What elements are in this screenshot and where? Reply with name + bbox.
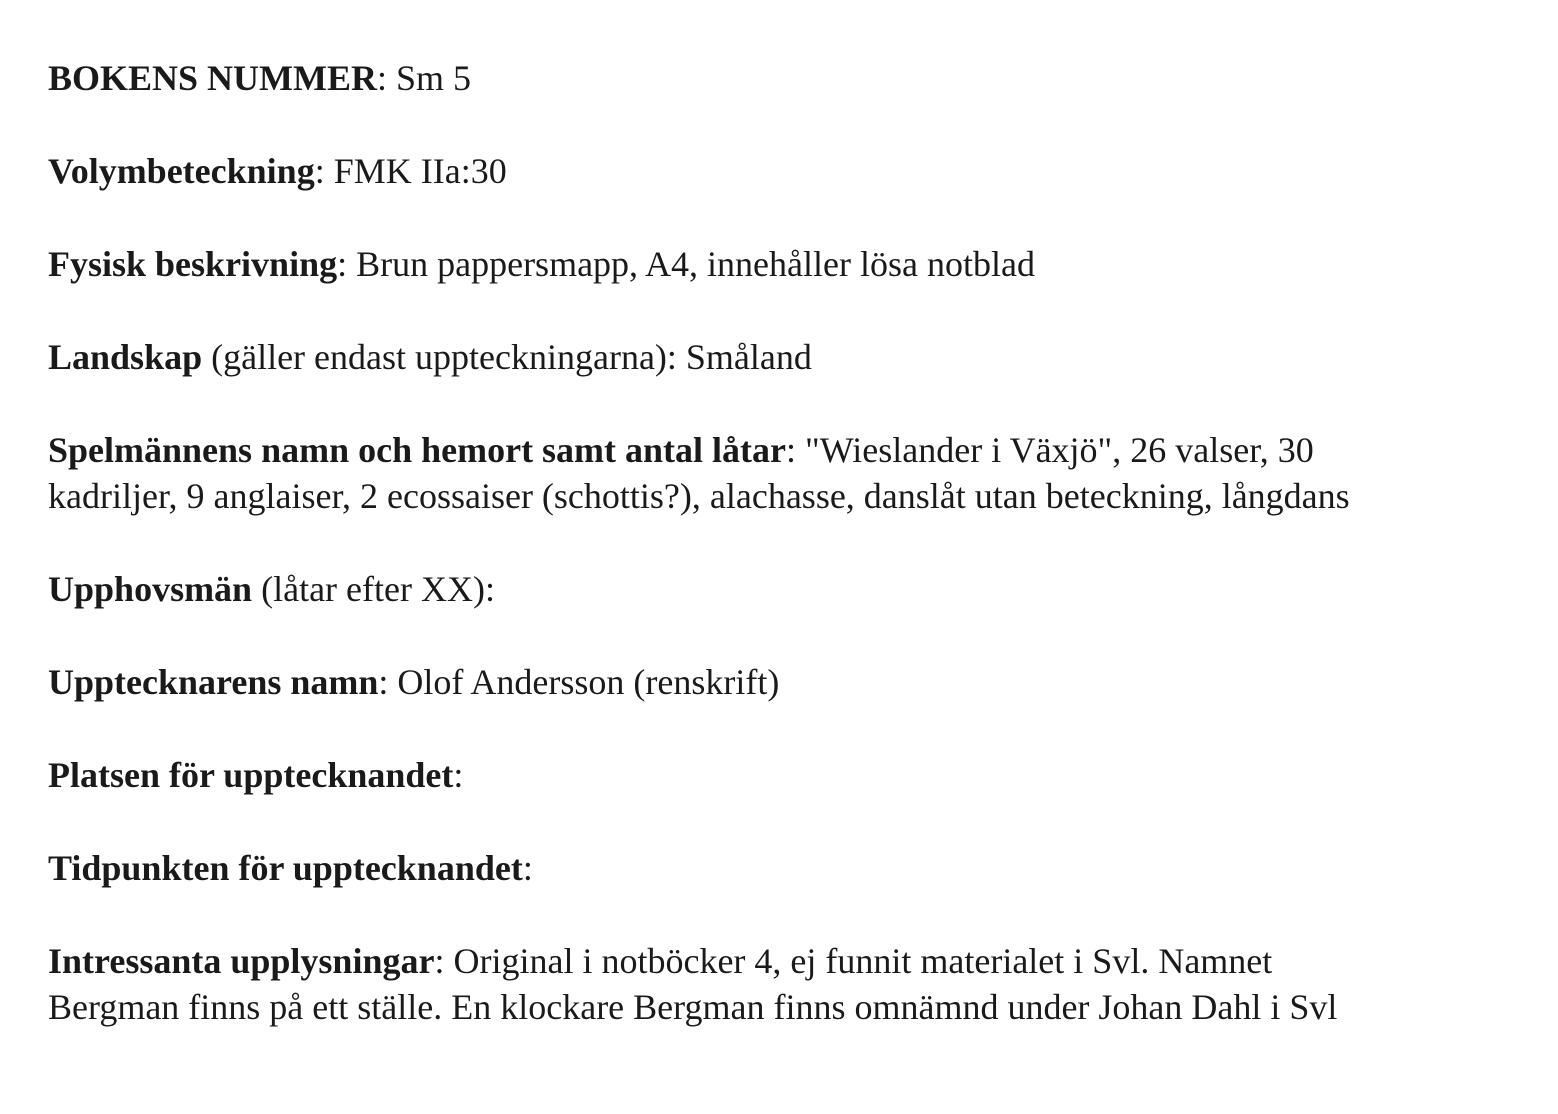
field-line-2: kadriljer, 9 anglaiser, 2 ecossaiser (schottis?), alachasse, danslåt utan beteckning, långdans bbox=[48, 476, 1350, 516]
field-tidpunkten bbox=[48, 845, 1518, 891]
field-upphovsman bbox=[48, 566, 1518, 612]
field-platsen bbox=[48, 752, 1518, 798]
field-label: Spelmännens namn och hemort samt antal låtar bbox=[48, 430, 787, 470]
document-page bbox=[48, 55, 1518, 1077]
field-separator: : bbox=[522, 848, 533, 888]
field-separator: : bbox=[453, 755, 464, 795]
field-label: BOKENS NUMMER bbox=[48, 58, 378, 98]
field-value: (låtar efter XX): bbox=[252, 569, 495, 609]
field-label: Upphovsmän bbox=[48, 569, 253, 609]
field-label: Tidpunkten för upptecknandet bbox=[48, 848, 523, 888]
field-landskap bbox=[48, 334, 1518, 380]
field-label: Platsen för upptecknandet bbox=[48, 755, 454, 795]
field-spelmannens bbox=[48, 427, 1518, 519]
field-value: "Wieslander i Växjö", 26 valser, 30 bbox=[805, 430, 1314, 470]
field-upptecknarens-namn bbox=[48, 659, 1518, 705]
field-line-2: Bergman finns på ett ställe. En klockare Bergman finns omnämnd under Johan Dahl i Svl bbox=[48, 987, 1338, 1027]
field-label: Volymbeteckning bbox=[48, 151, 315, 191]
field-fysisk-beskrivning bbox=[48, 241, 1518, 287]
field-value: Original i notböcker 4, ej funnit materialet i Svl. Namnet bbox=[453, 941, 1273, 981]
field-bokens-nummer bbox=[48, 55, 1518, 101]
field-value: (gäller endast uppteckningarna): Småland bbox=[202, 337, 812, 377]
field-volymbeteckning bbox=[48, 148, 1518, 194]
field-label: Landskap bbox=[48, 337, 203, 377]
field-line-1 bbox=[48, 938, 1518, 984]
field-value: Olof Andersson (renskrift) bbox=[397, 662, 780, 702]
field-separator: : bbox=[378, 662, 398, 702]
field-value: Brun pappersmapp, A4, innehåller lösa notblad bbox=[356, 244, 1035, 284]
field-separator: : bbox=[786, 430, 806, 470]
field-separator: : bbox=[337, 244, 357, 284]
field-value: FMK IIa:30 bbox=[333, 151, 507, 191]
field-separator: : bbox=[434, 941, 454, 981]
field-line-1 bbox=[48, 427, 1518, 473]
field-label: Upptecknarens namn bbox=[48, 662, 379, 702]
field-label: Intressanta upplysningar bbox=[48, 941, 435, 981]
field-intressanta bbox=[48, 938, 1518, 1030]
field-label: Fysisk beskrivning bbox=[48, 244, 338, 284]
field-separator: : bbox=[314, 151, 334, 191]
field-value: Sm 5 bbox=[396, 58, 472, 98]
field-separator: : bbox=[377, 58, 397, 98]
